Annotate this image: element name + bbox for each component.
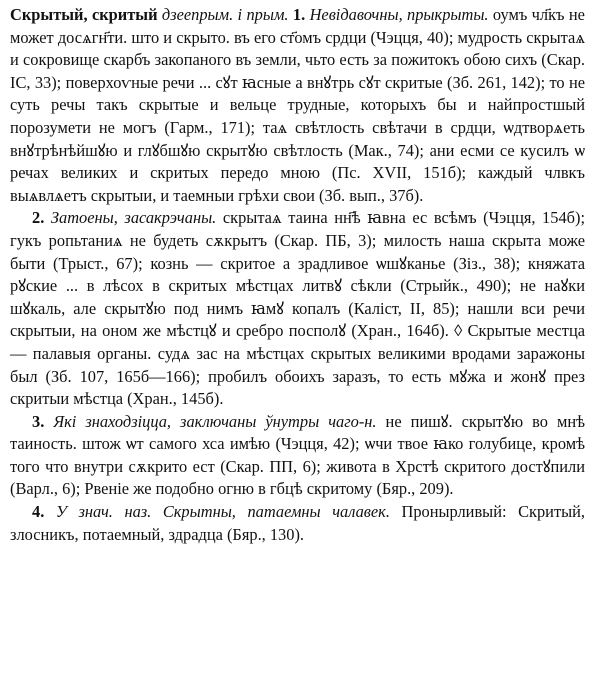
sense-1 (10, 4, 585, 207)
sense-citations: оумъ чл҃къ не может досѧгн҃ти. што и скрыто. въ его ст҃омъ срдци (Чэцця, 40); мудрость скрытаѧ и сокровище скарбъ закопаного въ земли, чьто есть за пожитокъ обою сихъ (Скар. ІС, 33); поверхоѵные речи ... сꙋт ꙗсные а внꙋтрь сꙋт скритые (Зб. 261, 142); то не суть речы такъ скрытые и вельце трудные, которыхъ бы и найпростшый порозумети не могъ (Гарм., 171); таѧ свѣтлость свѣтачи в срдци, ѡдтворѧеть внꙋтрѣнѣйшꙋю и глꙋбшꙋю скрытꙋю свѣтлость (Мак., 74); ани есми се кусилъ ѡ речах великих и скритых передо мною (Пс. XVII, 151б); каждый члвкъ выѧвлѧетъ скрытыи, и таемныи грѣхи свои (Зб. вып., 37б). (10, 5, 585, 205)
sense-definition: Невідавочны, прыкрыты. (309, 5, 489, 24)
sense-2 (10, 207, 585, 410)
grammar-note: дзеепрым. і прым. (161, 5, 289, 24)
sense-4 (10, 501, 585, 546)
sense-citations: не пишꙋ. скрытꙋю во мнѣ таиность. штож ѡт самого хса имѣю (Чэцця, 42); ѡчи твое ꙗко голубице, кромѣ того что внутри сѫкрито ест (Скар. ПП, 6); живота в Хрстѣ скритого достꙋпили (Варл., 6); Рвеніе же подобно огню в гбцѣ скритому (Бяр., 209). (10, 411, 586, 499)
sense-citations: скрытаѧ таина нн҃ѣ ꙗвна ес всѣмъ (Чэцця, 154б); гукъ ропьтаниѧ не будеть сѫкрытъ (Скар. ПБ, 3); милость наша скрыта може быти (Трыст., 67); кознь — скритое а зрадливое ѡшꙋканье (Зіз., 38); княжата рꙋские ... в лѣсох в скритых мѣстцах литвꙋ сѣкли (Стрыйк., 490); не наꙋки шꙋкаль, але скрытꙋю под нимъ ꙗмꙋ копалъ (Каліст, II, 85); нашли вси речи скрытыи, на оном же мѣстцꙋ и сребро посполꙋ (Хран., 164б). ◊ Скрытые местца — палавыя органы. судѧ зас на мѣстцах скрытых великими вродами заражоны был (Зб. 107, 165б—166); пробилъ обоихъ заразъ, то есть мꙋжа и жонꙋ през скритыи мѣстца (Хран., 145б). (10, 208, 585, 409)
headword: Скрытый, скритый (10, 5, 158, 24)
sense-number: 3. (32, 411, 45, 431)
sense-definition: Затоены, засакрэчаны. (50, 208, 217, 228)
sense-definition: Які знаходзіцца, заключаны ўнутры чаго-н. (53, 411, 377, 431)
sense-number: 2. (32, 208, 45, 228)
sense-number: 4. (32, 502, 45, 522)
sense-citations: Пронырливый: Скритый, злосникъ, потаемный, здрадца (Бяр., 130). (10, 502, 585, 544)
sense-3 (10, 411, 585, 501)
sense-number: 1. (292, 5, 306, 24)
sense-definition: У знач. наз. Скрытны, патаемны чалавек. (55, 502, 390, 522)
